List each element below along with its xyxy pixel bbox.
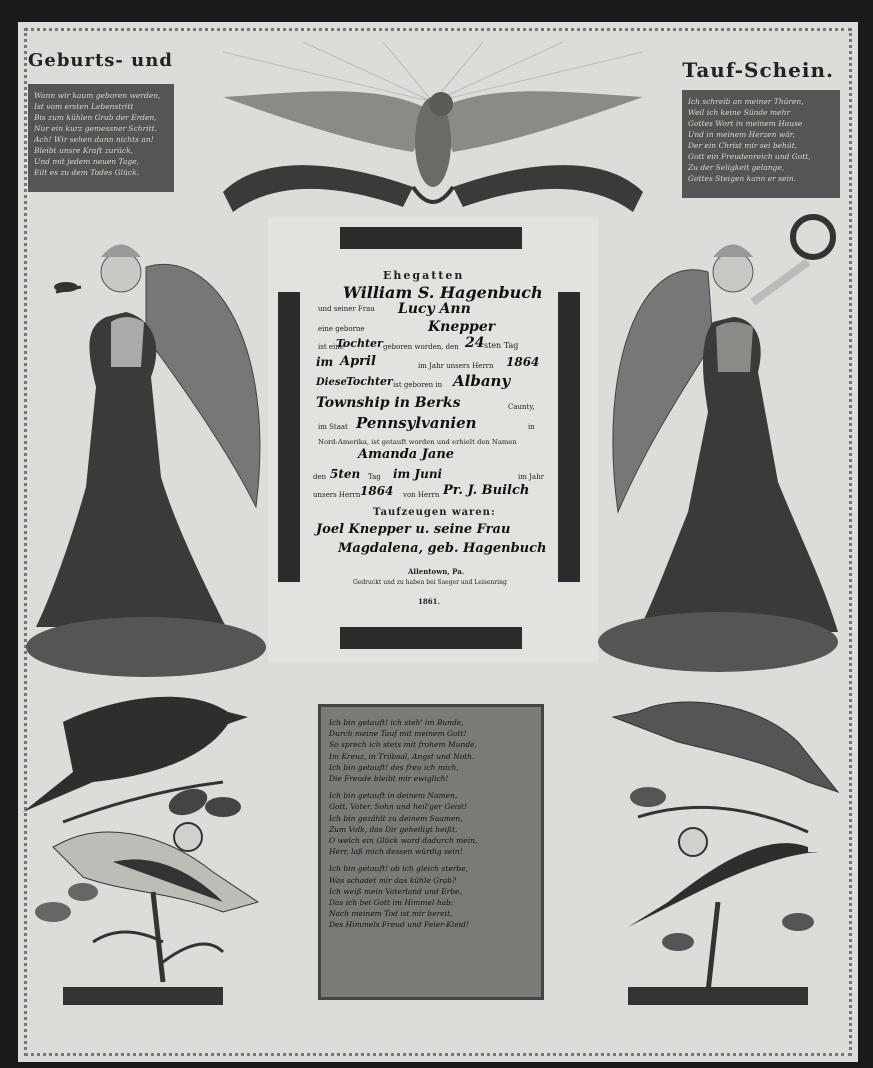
child-type: Tochter: [346, 375, 393, 388]
right-bar: [558, 292, 580, 582]
left-title: Geburts- und: [28, 50, 173, 71]
text: im Jahr unsers Herrn: [418, 362, 494, 370]
poem-line: Das ich bei Gott im Himmel hab:: [329, 898, 454, 908]
poem-line: So sprech ich stets mit frohem Munde,: [329, 740, 478, 750]
text: geboren worden, den: [383, 343, 459, 351]
printer-line: Gedruckt und zu haben bei Saeger und Leisenring: [353, 579, 507, 586]
text: im: [316, 355, 334, 369]
verse-line: Bleibt unsre Kraft zurück,: [34, 146, 134, 155]
poem-line: Ich bin getauft! ob ich gleich sterbe,: [329, 864, 469, 874]
left-angel-illustration: [26, 227, 271, 682]
printer-city: Allentown, Pa.: [408, 567, 465, 576]
print-year: 1861.: [418, 597, 440, 606]
text: von Herrn: [403, 491, 440, 499]
verse-line: Gottes Wort in meinem Hause: [688, 119, 803, 128]
right-verse-box: [682, 90, 840, 198]
baptism-year: 1864: [360, 484, 394, 498]
right-title: Tauf-Schein.: [682, 58, 834, 82]
township: Township in Berks: [316, 395, 461, 411]
eagle-illustration: [183, 42, 683, 222]
text: ist eine: [318, 343, 344, 351]
poem-line: Des Himmels Freud und Feier-Kleid!: [329, 920, 469, 930]
maiden-name: Knepper: [428, 319, 496, 335]
child-name: Amanda Jane: [358, 447, 455, 462]
verse-line: Und in meinem Herzen wär,: [688, 130, 795, 139]
text: sten Tag: [484, 341, 519, 350]
poem-line: Ich bin gezählt zu deinem Saamen,: [329, 813, 463, 823]
text: in: [528, 423, 535, 431]
bottom-bar: [340, 627, 522, 649]
wife-name: Lucy Ann: [398, 301, 471, 317]
text: unsers Herrn: [313, 491, 361, 499]
baptism-poem: [318, 704, 544, 1000]
poem-line: Herr, laß mich dessen würdig sein!: [329, 847, 463, 857]
poem-line: Im Kreuz, in Trübsal, Angst und Noth.: [329, 751, 475, 761]
poem-stanza: [329, 717, 533, 784]
birth-year: 1864: [506, 355, 540, 369]
poem-line: Gott, Vater, Sohn und heil'ger Geist!: [329, 802, 468, 812]
poem-line: Durch meine Tauf mit meinem Gott!: [329, 729, 467, 739]
poem-stanza: [329, 790, 533, 857]
certificate-sheet: [18, 22, 858, 1062]
certificate-body: [268, 217, 598, 662]
birth-month: April: [340, 354, 376, 369]
sponsors-heading: Taufzeugen waren:: [373, 507, 496, 518]
left-verse-box: [28, 84, 174, 192]
poem-line: Ich bin getauft! ich steh' im Bunde,: [329, 718, 464, 727]
birth-day: 24: [465, 335, 485, 351]
text: ist geboren in: [393, 381, 443, 389]
poem-line: Die Freude bleibt mir ewiglich!: [329, 774, 449, 784]
left-birds-illustration: [23, 682, 263, 1012]
verse-line: Nur ein kurz gemessner Schritt.: [34, 124, 157, 133]
text: Nord-Amerika, ist getauft worden und erhielt den Namen: [318, 438, 517, 446]
left-bar: [278, 292, 300, 582]
text-born-intro: eine geborne: [318, 325, 365, 333]
text-wife-intro: und seiner Frau: [318, 305, 375, 313]
cert-heading: Ehegatten: [383, 269, 465, 282]
poem-line: Ich weiß mein Vaterland und Erbe,: [329, 886, 462, 896]
verse-line: Ist vom ersten Lebenstritt: [34, 102, 134, 111]
verse-line: Gottes Steigen kann er sein.: [688, 174, 797, 183]
sponsor-1: Joel Knepper u. seine Frau: [316, 522, 511, 537]
poem-line: Was schadet mir das kühle Grab?: [329, 875, 457, 885]
poem-line: O welch ein Glück ward dadurch mein,: [329, 836, 478, 846]
pastor-name: Pr. J. Builch: [443, 483, 530, 498]
poem-line: Nach meinem Tod ist mir bereit,: [329, 909, 453, 919]
poem-line: Ich bin getauft! des freu ich mich,: [329, 762, 459, 772]
verse-line: Weil ich keine Sünde mehr: [688, 108, 790, 117]
text: Tag: [368, 473, 381, 481]
husband-name: William S. Hagenbuch: [343, 283, 543, 302]
right-birds-illustration: [608, 682, 848, 1012]
text: den: [313, 473, 327, 481]
verse-line: Ach! Wir sehen dann nichts an!: [34, 135, 154, 144]
poem-line: Ich bin getauft in deinem Namen,: [329, 791, 458, 801]
baptism-day: 5ten: [330, 467, 361, 481]
verse-line: Gott ein Freudenreich und Gott,: [688, 152, 811, 161]
verse-line: Zu der Seligkeit gelange,: [688, 163, 785, 172]
text: im Jahr: [518, 473, 544, 481]
verse-line: Ich schreib an meiner Thüren,: [688, 97, 804, 106]
right-angel-illustration: [598, 212, 848, 682]
poem-stanza: [329, 863, 533, 930]
verse-line: Der ein Christ mir sei behüt,: [688, 141, 798, 150]
verse-line: Bis zum kühlen Grab der Erden,: [34, 113, 157, 122]
poem-line: Zum Volk, das Dir geheiligt heißt.: [329, 824, 458, 834]
text: Diese: [316, 377, 347, 388]
text: Caunty,: [508, 403, 535, 411]
sponsor-2: Magdalena, geb. Hagenbuch: [338, 541, 547, 556]
text: im Staat: [318, 423, 348, 431]
verse-line: Wann wir kaum geboren werden,: [34, 91, 161, 100]
baptism-month: im Juni: [393, 467, 443, 481]
verse-line: Eilt es zu dem Todes Glück.: [34, 168, 139, 177]
child-type: Tochter: [336, 337, 383, 350]
verse-line: Und mit jedem neuen Tage,: [34, 157, 140, 166]
state: Pennsylvanien: [356, 414, 477, 432]
birth-place: Albany: [453, 372, 511, 390]
top-bar: [340, 227, 522, 249]
